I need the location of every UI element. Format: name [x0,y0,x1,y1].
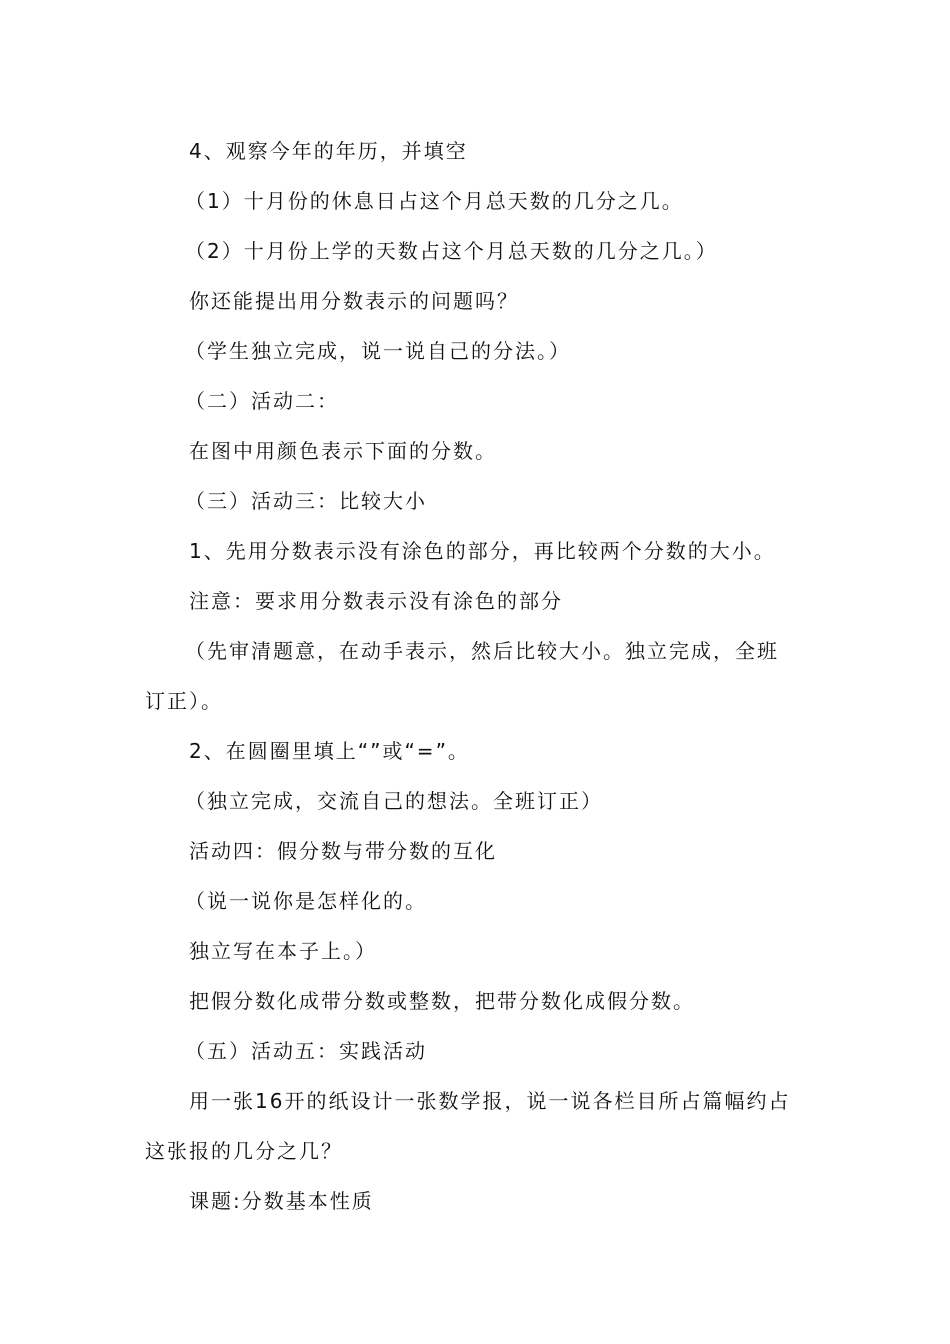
paragraph-text: 在图中用颜色表示下面的分数。 [189,439,497,463]
paragraph-continuation: 这张报的几分之几？ [145,1139,343,1163]
paragraph-item-1: 1、先用分数表示没有涂色的部分，再比较两个分数的大小。 [189,539,776,563]
section-heading-5: （五）活动五：实践活动 [185,1039,427,1063]
section-heading-4: 活动四：假分数与带分数的互化 [189,839,497,863]
paragraph-continuation: 订正）。 [145,689,223,713]
paragraph-note-continuation: 独立写在本子上。） [189,939,377,963]
paragraph-note: （说一说你是怎样化的。 [185,889,427,913]
section-heading-3: （三）活动三：比较大小 [185,489,427,513]
question-1: （1）十月份的休息日占这个月总天数的几分之几。 [185,189,684,213]
paragraph-note: （先审清题意，在动手表示，然后比较大小。独立完成，全班 [185,639,779,663]
paragraph-note: （独立完成，交流自己的想法。全班订正） [185,789,603,813]
paragraph-item-2: 2、在圆圈里填上“”或“=”。 [189,739,470,763]
lesson-title: 课题:分数基本性质 [189,1189,374,1213]
paragraph-prompt: 你还能提出用分数表示的问题吗？ [189,289,519,313]
question-2: （2）十月份上学的天数占这个月总天数的几分之几。） [185,239,718,263]
paragraph-attention: 注意：要求用分数表示没有涂色的部分 [189,589,563,613]
paragraph-item-4: 4、观察今年的年历，并填空 [189,139,468,163]
paragraph-text: 把假分数化成带分数或整数，把带分数化成假分数。 [189,989,695,1013]
paragraph-note: （学生独立完成，说一说自己的分法。） [185,339,571,363]
section-heading-2: （二）活动二： [185,389,339,413]
paragraph-text: 用一张16开的纸设计一张数学报，说一说各栏目所占篇幅约占 [189,1089,791,1113]
